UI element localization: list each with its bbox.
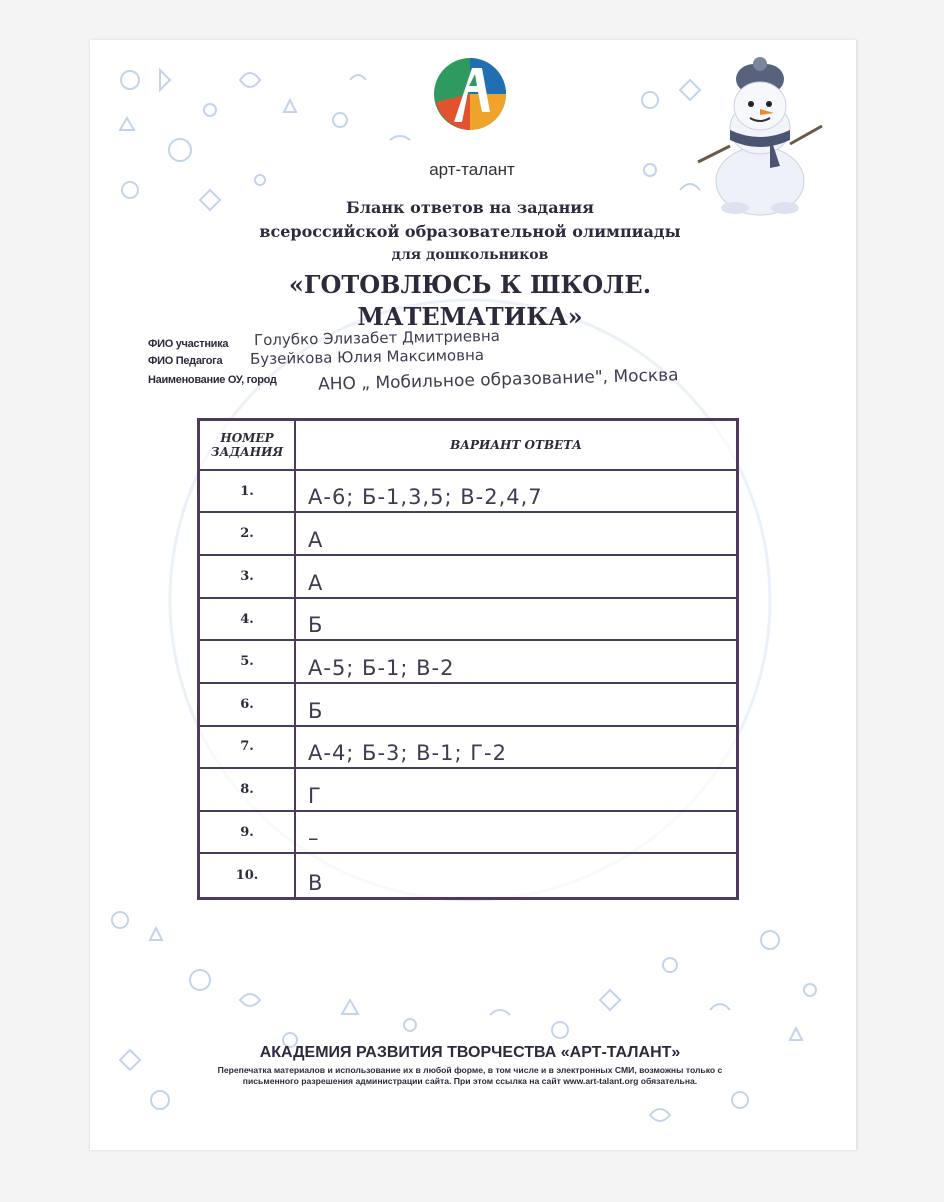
table-row [200, 854, 736, 897]
title-line-4: «ГОТОВЛЮСЬ К ШКОЛЕ. [288, 270, 652, 299]
org-label: Наименование ОУ, город [148, 374, 277, 386]
answer-cell: Б [296, 599, 736, 642]
footer-note-line-1: Перепечатка материалов и использование их в любой форме, в том числе и в электронных СМИ, возможны только с [217, 1065, 723, 1075]
title-line-2: всероссийской образовательной олимпиады [259, 222, 681, 241]
table-row [200, 556, 736, 599]
column-header-number: НОМЕР ЗАДАНИЯ [200, 421, 296, 471]
title-line-5: МАТЕМАТИКА» [357, 302, 583, 331]
table-row [200, 471, 736, 514]
task-number: 1. [200, 471, 296, 514]
footer-title: АКАДЕМИЯ РАЗВИТИЯ ТВОРЧЕСТВА «АРТ-ТАЛАНТ» [259, 1044, 681, 1061]
answer-cell: – [296, 812, 736, 855]
task-number: 7. [200, 727, 296, 770]
task-number: 3. [200, 556, 296, 599]
column-header-answer: ВАРИАНТ ОТВЕТА [296, 421, 736, 471]
table-row [200, 599, 736, 642]
answer-cell: А-6; Б-1,3,5; В-2,4,7 [296, 471, 736, 514]
table-row [200, 641, 736, 684]
snowman-illustration [690, 56, 830, 216]
org-value: АНО „ Мобильное образование", Москва [317, 365, 679, 395]
answer-cell: А-5; Б-1; В-2 [296, 641, 736, 684]
task-number: 9. [200, 812, 296, 855]
table-row [200, 513, 736, 556]
teacher-label: ФИО Педагога [148, 355, 223, 367]
answer-cell: Г [296, 769, 736, 812]
title-line-1: Бланк ответов на задания [346, 198, 594, 217]
brand-name: арт-талант [429, 160, 515, 179]
teacher-value: Бузейкова Юлия Максимовна [249, 345, 485, 369]
art-talant-logo [432, 52, 508, 142]
task-number: 5. [200, 641, 296, 684]
table-row [200, 769, 736, 812]
task-number: 4. [200, 599, 296, 642]
table-row [200, 684, 736, 727]
answer-cell: А [296, 513, 736, 556]
participant-label: ФИО участника [148, 338, 229, 350]
task-number: 10. [200, 854, 296, 897]
footer-note [168, 1065, 772, 1087]
task-number: 8. [200, 769, 296, 812]
title-line-3: для дошкольников [391, 247, 549, 263]
task-number: 6. [200, 684, 296, 727]
task-number: 2. [200, 513, 296, 556]
answer-cell: А-4; Б-3; В-1; Г-2 [296, 727, 736, 770]
table-row [200, 812, 736, 855]
table-header-row [200, 421, 736, 471]
answer-cell: А [296, 556, 736, 599]
footer-note-line-2: письменного разрешения администрации сайта. При этом ссылка на сайт www.art-talant.org обязательна. [242, 1076, 698, 1086]
answers-table [197, 418, 739, 900]
table-row [200, 727, 736, 770]
answer-cell: В [308, 871, 324, 895]
participant-value: Голубко Элизабет Дмитриевна [253, 326, 501, 350]
answer-cell: Б [296, 684, 736, 727]
